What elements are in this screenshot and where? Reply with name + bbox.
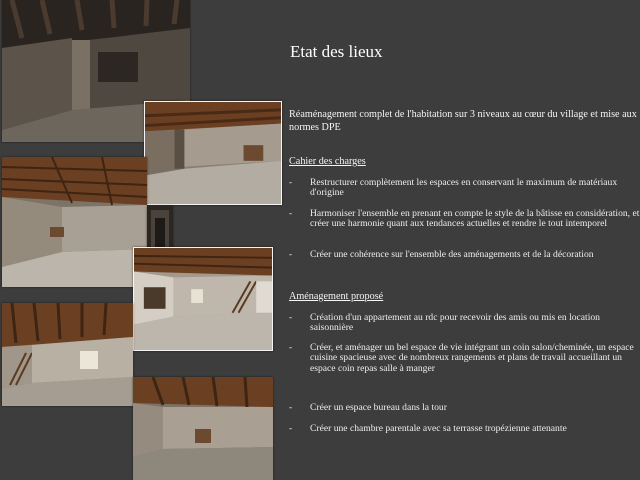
intro-paragraph: Réaménagement complet de l'habitation sur 3 niveaux au cœur du village et mise aux normes DPE (289, 109, 637, 133)
slide-title: Etat des lieux (290, 42, 383, 61)
bullet-marker: - (289, 208, 293, 219)
photo-attic-room (144, 101, 282, 205)
bullet-marker: - (289, 423, 293, 434)
bullet-marker: - (289, 249, 293, 260)
photo-large-room (2, 157, 147, 287)
photo-room-fireplace (133, 247, 273, 351)
photo-room-door (133, 377, 273, 480)
bullet-marker: - (289, 402, 293, 413)
bullet-marker: - (289, 342, 293, 353)
bullet-marker: - (289, 177, 293, 188)
photo-room-window (2, 303, 133, 406)
heading-cahier-des-charges: Cahier des charges (289, 156, 366, 167)
bullet-marker: - (289, 312, 293, 323)
heading-amenagement-propose: Aménagement proposé (289, 291, 384, 302)
